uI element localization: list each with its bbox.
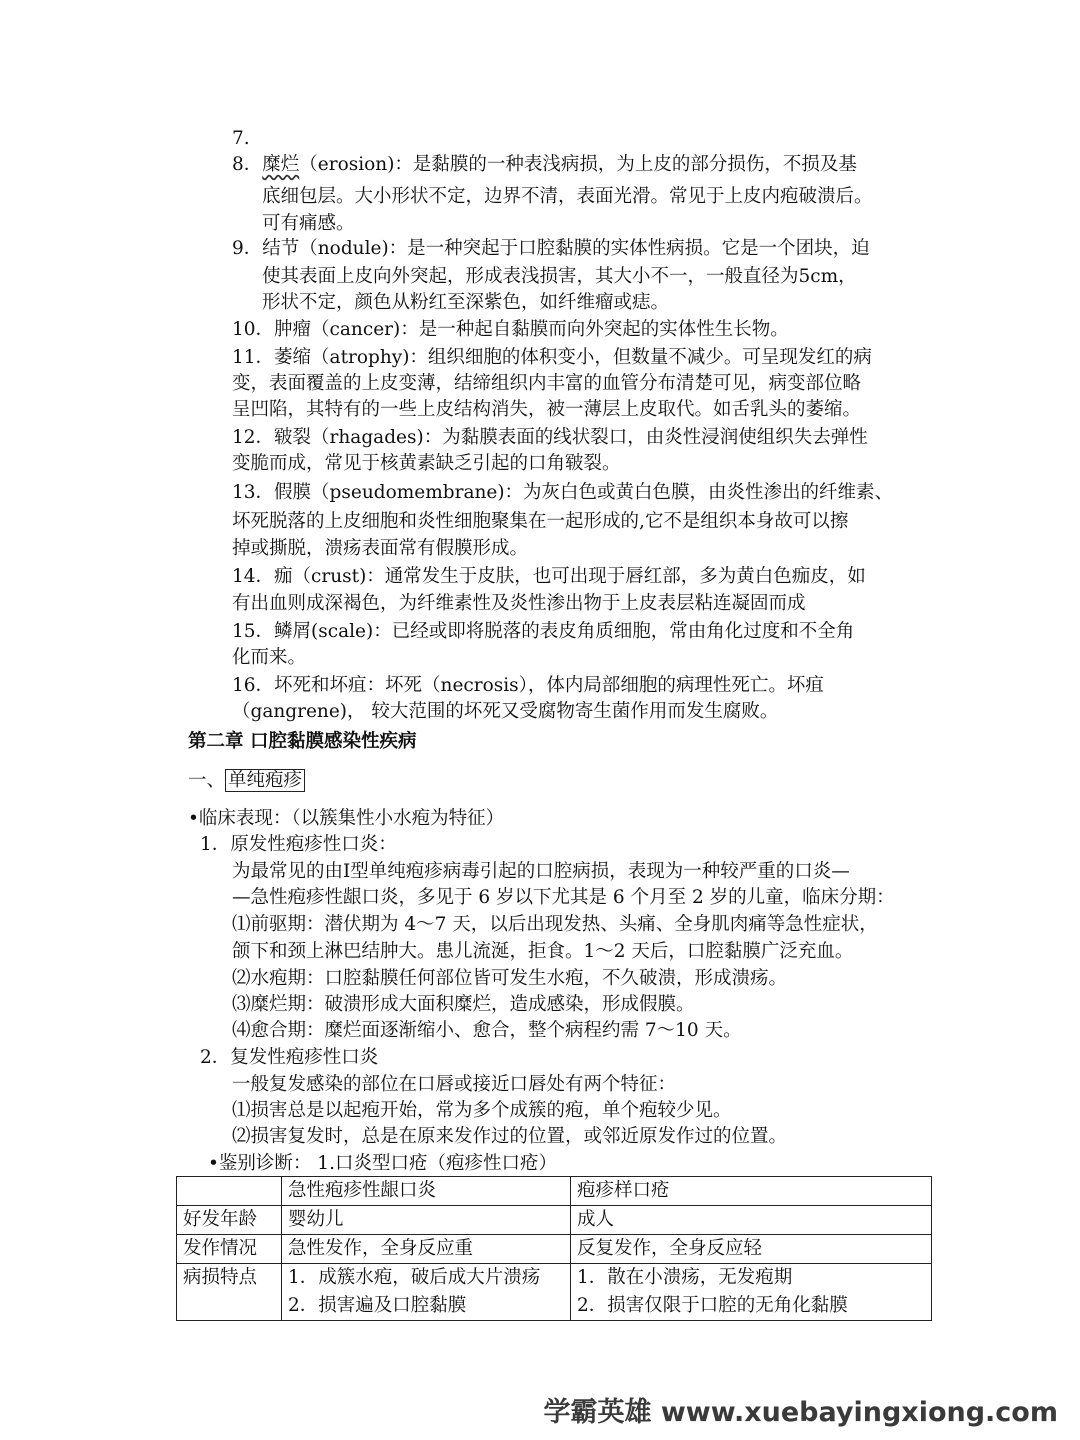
item-12-line-2: 变脆而成，常见于核黄素缺乏引起的口角皲裂。 [232, 453, 621, 474]
table-header-cell [177, 1177, 282, 1206]
primary-title: 1．原发性疱疹性口炎： [200, 834, 397, 855]
stage-1-line-2: 颌下和颈上淋巴结肿大。患儿流涎，拒食。1～2 天后，口腔黏膜广泛充血。 [232, 941, 854, 962]
watermark-footer: 学霸英雄 www.xuebayingxiong.com [543, 1397, 1058, 1428]
item-14-line-2: 有出血则成深褐色，为纤维素性及炎性渗出物于上皮表层粘连凝固而成 [232, 593, 806, 614]
table-cell: 发作情况 [177, 1235, 282, 1264]
item-12-line-1: 12．皲裂（rhagades)：为黏膜表面的线状裂口，由炎性浸润使组织失去弹性 [232, 427, 868, 448]
item-15-line-2: 化而来。 [232, 647, 307, 668]
table-cell: 成人 [571, 1206, 932, 1235]
item-8-term: 糜烂 [262, 154, 300, 175]
lesion-a-2: 2．损害遍及口腔黏膜 [288, 1295, 467, 1316]
chapter-title: 第二章 口腔黏膜感染性疾病 [188, 731, 417, 752]
item-13-line-2: 坏死脱落的上皮细胞和炎性细胞聚集在一起形成的,它不是组织本身故可以擦 [232, 511, 849, 532]
table-cell: 急性发作，全身反应重 [282, 1235, 571, 1264]
differential-diagnosis: •鉴别诊断： 1.口炎型口疮（疱疹性口疮） [208, 1153, 557, 1174]
item-15-line-1: 15．鳞屑(scale)：已经或即将脱落的表皮角质细胞，常由角化过度和不全角 [232, 621, 855, 642]
recurrent-title: 2．复发性疱疹性口炎 [200, 1047, 379, 1068]
clinical-heading: •临床表现：（以簇集性小水疱为特征） [188, 808, 505, 829]
primary-line-1: 为最常见的由Ⅰ型单纯疱疹病毒引起的口腔病损，表现为一种较严重的口炎— [232, 861, 850, 882]
table-cell [571, 1264, 932, 1321]
lesion-a-1: 1．成簇水疱，破后成大片溃疡 [288, 1267, 541, 1288]
item-11-line-1: 11．萎缩（atrophy)：组织细胞的体积变小，但数量不减少。可呈现发红的病 [232, 347, 872, 368]
item-16-line-2: （gangrene)， 较大范围的坏死又受腐物寄生菌作用而发生腐败。 [232, 701, 779, 722]
table-row [177, 1235, 932, 1264]
recurrent-feature-2: ⑵损害复发时，总是在原来发作过的位置，或邻近原发作过的位置。 [232, 1126, 788, 1147]
item-8-line-2: 底细包层。大小形状不定，边界不清，表面光滑。常见于上皮内疱破溃后。 [262, 186, 873, 207]
stage-2: ⑵水疱期：口腔黏膜任何部位皆可发生水疱，不久破溃，形成溃疡。 [232, 968, 788, 989]
item-11-line-3: 呈凹陷，其特有的一些上皮结构消失，被一薄层上皮取代。如舌乳头的萎缩。 [232, 399, 862, 420]
primary-line-2: —急性疱疹性龈口炎，多见于 6 岁以下尤其是 6 个月至 2 岁的儿童，临床分期： [232, 887, 895, 908]
item-7: 7. [232, 128, 250, 149]
item-8-line-1 [232, 152, 857, 178]
table-cell: 病损特点 [177, 1264, 282, 1321]
comparison-table [176, 1176, 932, 1321]
item-10: 10．肿瘤（cancer)：是一种起自黏膜而向外突起的实体性生长物。 [232, 319, 789, 340]
item-13-line-3: 掉或撕脱，溃疡表面常有假膜形成。 [232, 538, 529, 559]
item-9-line-2: 使其表面上皮向外突起，形成表浅损害，其大小不一，一般直径为5cm， [262, 266, 857, 287]
section-heading [188, 766, 305, 792]
item-9-line-3: 形状不定，颜色从粉红至深紫色，如纤维瘤或痣。 [262, 292, 670, 313]
recurrent-line-1: 一般复发感染的部位在口唇或接近口唇处有两个特征： [232, 1074, 677, 1095]
table-row [177, 1206, 932, 1235]
stage-1-line-1: ⑴前驱期：潜伏期为 4～7 天，以后出现发热、头痛、全身肌肉痛等急性症状， [232, 914, 878, 935]
table-header-cell: 疱疹样口疮 [571, 1177, 932, 1206]
section-prefix: 一、 [188, 770, 226, 791]
table-header-cell: 急性疱疹性龈口炎 [282, 1177, 571, 1206]
table-cell: 反复发作，全身反应轻 [571, 1235, 932, 1264]
item-14-line-1: 14．痂（crust)：通常发生于皮肤，也可出现于唇红部，多为黄白色痂皮，如 [232, 566, 866, 587]
recurrent-feature-1: ⑴损害总是以起疱开始，常为多个成簇的疱，单个疱较少见。 [232, 1100, 732, 1121]
lesion-b-2: 2．损害仅限于口腔的无角化黏膜 [577, 1295, 848, 1316]
item-8-line-3: 可有痛感。 [262, 213, 355, 234]
table-cell: 好发年龄 [177, 1206, 282, 1235]
stage-3: ⑶糜烂期：破溃形成大面积糜烂，造成感染，形成假膜。 [232, 994, 695, 1015]
item-16-line-1: 16．坏死和坏疽：坏死（necrosis），体内局部细胞的病理性死亡。坏疽 [232, 675, 824, 696]
section-title: 单纯疱疹 [225, 769, 305, 792]
lesion-b-1: 1．散在小溃疡，无发疱期 [577, 1267, 793, 1288]
item-9-line-1: 9．结节（nodule)：是一种突起于口腔黏膜的实体性病损。它是一个团块，迫 [232, 238, 870, 259]
item-13-line-1: 13．假膜（pseudomembrane)：为灰白色或黄白色膜，由炎性渗出的纤维素、 [232, 482, 894, 503]
table-header-row [177, 1177, 932, 1206]
item-8-number: 8． [232, 154, 263, 175]
table-cell [282, 1264, 571, 1321]
table-cell: 婴幼儿 [282, 1206, 571, 1235]
table-row [177, 1264, 932, 1321]
item-11-line-2: 变，表面覆盖的上皮变薄，结缔组织内丰富的血管分布清楚可见，病变部位略 [232, 373, 862, 394]
stage-4: ⑷愈合期：糜烂面逐渐缩小、愈合，整个病程约需 7～10 天。 [232, 1020, 742, 1041]
item-8-text: （erosion)：是黏膜的一种表浅病损，为上皮的部分损伤，不损及基 [299, 154, 857, 175]
